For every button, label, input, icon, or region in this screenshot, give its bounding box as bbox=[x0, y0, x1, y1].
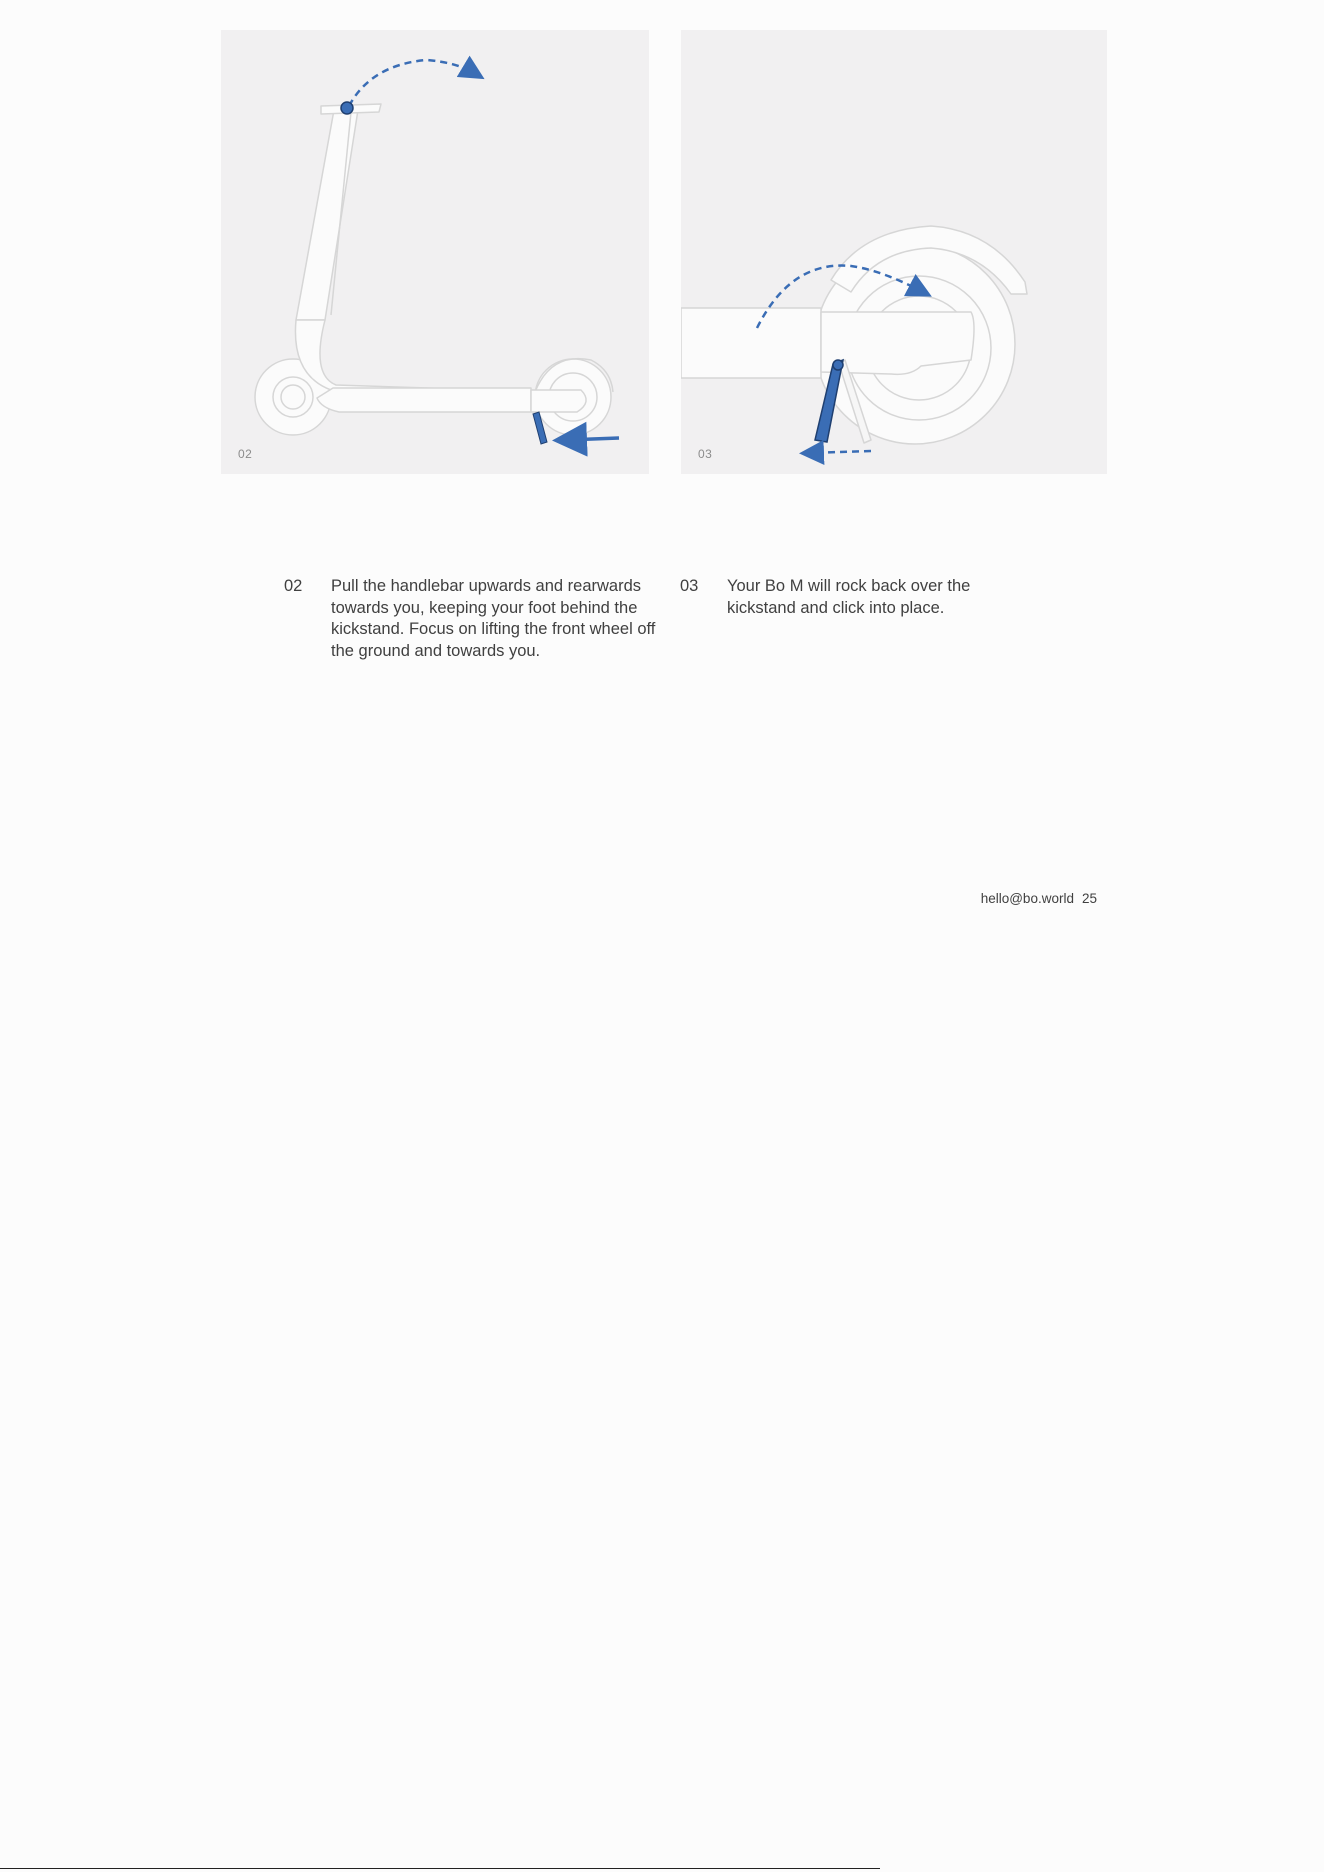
illustration-panel-03 bbox=[681, 30, 1107, 474]
page-number: 25 bbox=[1081, 891, 1097, 906]
step-text: Pull the handlebar upwards and rearwards towards you, keeping your foot behind the kickstand. Focus on lifting the front wheel off the ground and towards you. bbox=[331, 577, 656, 660]
scooter-illustration bbox=[221, 30, 649, 474]
illustration-panel-02 bbox=[221, 30, 649, 474]
contact-email: hello@bo.world bbox=[980, 891, 1074, 906]
panel-number: 02 bbox=[238, 447, 253, 461]
kickstand-pivot bbox=[833, 360, 843, 370]
push-arrow-icon bbox=[566, 438, 619, 440]
handlebar-grip-marker bbox=[341, 102, 353, 114]
pull-arrow-icon bbox=[349, 60, 476, 106]
step-text: Your Bo M will rock back over the kickstand and click into place. bbox=[727, 577, 971, 617]
kickstand-closeup-illustration bbox=[681, 30, 1107, 474]
bottom-rule bbox=[0, 1868, 880, 1869]
step-number: 02 bbox=[284, 577, 303, 595]
step-number: 03 bbox=[680, 577, 699, 595]
page-footer bbox=[981, 891, 1097, 906]
swing-arrow-icon bbox=[809, 451, 871, 453]
panel-number: 03 bbox=[698, 447, 713, 461]
